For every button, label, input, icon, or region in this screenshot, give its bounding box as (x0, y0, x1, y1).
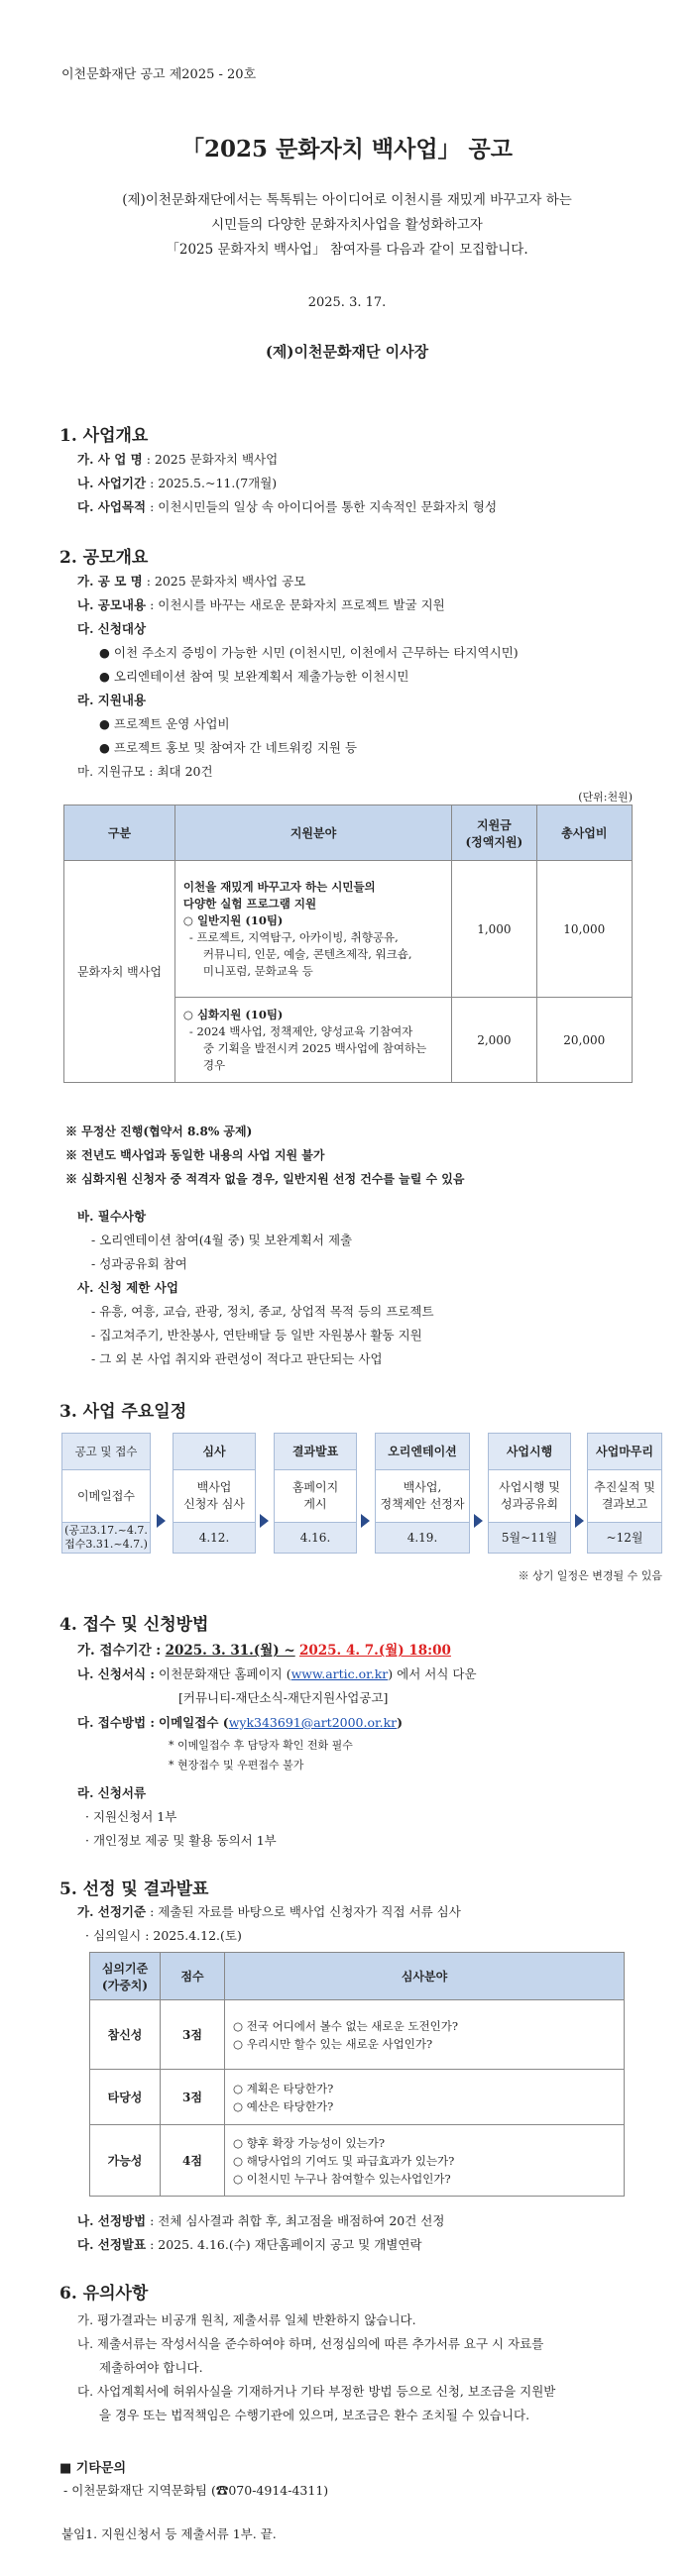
schedule-step (274, 1433, 357, 1554)
s2-c-bullet-2: ● 오리엔테이션 참여 및 보완계획서 제출가능한 이천시민 (99, 669, 409, 684)
step-2-mid-1: 백사업 (196, 1480, 232, 1494)
unit-label: (단위:천원) (578, 791, 633, 804)
contact-info: - 이천문화재단 지역문화팀 (☎070-4914-4311) (63, 2483, 329, 2498)
intro-line-1: (제)이천문화재단에서는 톡톡튀는 아이디어로 이천시를 재밌게 바꾸고자 하는 (122, 192, 572, 208)
th-criteria-1: 심의기준 (101, 1961, 149, 1976)
s5-item-a (77, 1902, 461, 1920)
caution-item-cont: 을 경우 또는 법적책임은 수행기관에 있으며, 보조금은 환수 조치될 수 있습니다. (99, 2408, 530, 2422)
section-4-title: 4. 접수 및 신청방법 (59, 1615, 209, 1635)
caution-list (77, 2308, 652, 2427)
step-4-title: 오리엔테이션 (375, 1433, 470, 1470)
s4-b-label: 나. 신청서식 : (77, 1666, 156, 1681)
section-1-title: 1. 사업개요 (59, 426, 149, 446)
criteria-table (89, 1952, 625, 2197)
step-1-date (61, 1523, 151, 1554)
step-3-mid-2: 게시 (303, 1497, 327, 1511)
criteria-name: 가능성 (90, 2125, 161, 2197)
th-amount (452, 805, 536, 861)
criteria-name: 참신성 (90, 2000, 161, 2070)
criteria-score: 3점 (161, 2000, 225, 2070)
step-6-date: ~12월 (587, 1523, 662, 1554)
s5-c-label: 다. 선정발표 (77, 2237, 147, 2252)
s4-c-label: 다. 접수방법 : (77, 1715, 156, 1730)
s4-d-item-1: · 지원신청서 1부 (85, 1809, 177, 1824)
s1-item-3 (77, 497, 497, 515)
r1-sub: ○ 일반지원 (10팀) (182, 912, 284, 927)
attachment-note: 붙임1. 지원신청서 등 제출서류 1부. 끝. (61, 2526, 277, 2541)
criteria-score: 3점 (161, 2070, 225, 2125)
row-category-label: 문화자치 백사업 (64, 861, 175, 1083)
notice-date: 2025. 3. 17. (307, 295, 387, 310)
schedule-step (375, 1433, 470, 1554)
th-review-field: 심사분야 (225, 1953, 625, 2000)
criteria-line: ○ 해당사업의 기여도 및 파급효과가 있는가? (233, 2153, 455, 2168)
s2-g-item-1: - 유흥, 여흥, 교습, 관광, 정치, 종교, 상업적 목적 등의 프로젝트 (91, 1304, 434, 1319)
s4-c-text-2: ) (397, 1715, 404, 1730)
s4-c-note-1: * 이메일접수 후 담당자 확인 전화 필수 (169, 1739, 353, 1752)
r1-line-1: - 프로젝트, 지역탐구, 아카이빙, 취향공유, (188, 929, 399, 944)
r2-amount: 2,000 (452, 998, 536, 1083)
s2-c-label: 다. 신청대상 (77, 621, 147, 636)
step-6-title: 사업마무리 (587, 1433, 662, 1470)
th-amount-1: 지원금 (476, 817, 512, 832)
s2-a-value: : 2025 문화자치 백사업 공모 (146, 574, 306, 589)
s4-item-c (77, 1713, 403, 1731)
th-amount-2: (정액지원) (465, 834, 523, 849)
s2-item-g (77, 1278, 178, 1296)
intro-text (0, 188, 694, 263)
step-4-date: 4.19. (375, 1523, 470, 1554)
s2-d-bullet-1-text: 프로젝트 운영 사업비 (113, 716, 230, 731)
note-3: ※ 심화지원 신청자 중 적격자 없을 경우, 일반지원 선정 건수를 늘릴 수 있음 (65, 1172, 465, 1186)
step-6-body (587, 1470, 662, 1523)
s2-g-item-3: - 그 외 본 사업 취지와 관련성이 적다고 판단되는 사업 (91, 1351, 383, 1366)
step-4-mid-2: 정책제안 선정자 (380, 1497, 465, 1511)
r2-sub: ○ 심화지원 (10팀) (182, 1007, 284, 1021)
r2-line-2: 중 기획을 발전시켜 2025 백사업에 참여하는 (202, 1040, 427, 1055)
criteria-line: ○ 계획은 타당한가? (233, 2081, 334, 2095)
schedule-step (587, 1433, 662, 1554)
s2-f-item-2: - 성과공유회 참여 (91, 1256, 187, 1271)
step-3-date: 4.16. (274, 1523, 357, 1554)
step-1-bot-1: (공고3.17.~4.7. (64, 1524, 148, 1537)
schedule-step (173, 1433, 256, 1554)
arrow-icon (157, 1514, 166, 1528)
arrow-icon (474, 1514, 483, 1528)
s2-a-label: 가. 공 모 명 (77, 574, 143, 589)
th-score: 점수 (161, 1953, 225, 2000)
criteria-line: ○ 이천시민 누구나 참여할수 있는사업인가? (233, 2171, 451, 2186)
criteria-line: ○ 예산은 타당한가? (233, 2098, 334, 2113)
s2-c-bullet-1-text: 이천 주소지 증빙이 가능한 시민 (이천시민, 이천에서 근무하는 타지역시민) (113, 645, 519, 660)
s2-item-b (77, 595, 445, 613)
step-1-title: 공고 및 접수 (61, 1433, 151, 1470)
s2-g-label: 사. 신청 제한 사업 (77, 1280, 178, 1295)
s2-g-item-2: - 집고쳐주기, 반찬봉사, 연탄배달 등 일반 자원봉사 활동 지원 (91, 1328, 422, 1342)
r1-head-1: 이천을 재밌게 바꾸고자 하는 시민들의 (182, 879, 376, 894)
criteria-line: ○ 전국 어디에서 볼수 없는 새로운 도전인가? (233, 2018, 458, 2033)
r2-total: 20,000 (536, 998, 632, 1083)
s2-f-item-1: - 오리엔테이션 참여(4월 중) 및 보완계획서 제출 (91, 1233, 353, 1247)
criteria-line: ○ 우리시만 할수 있는 새로운 사업인가? (233, 2036, 433, 2051)
s2-b-label: 나. 공모내용 (77, 597, 147, 612)
criteria-detail (225, 2000, 625, 2070)
arrow-icon (361, 1514, 370, 1528)
criteria-table-header (90, 1953, 625, 2000)
s2-d-bullet-2: ● 프로젝트 홍보 및 참여자 간 네트워킹 지원 등 (99, 740, 358, 755)
s1-item-3-value: : 이천시민들의 일상 속 아이디어를 통한 지속적인 문화자치 형성 (150, 499, 498, 514)
s4-c-note-2: * 현장접수 및 우편접수 불가 (169, 1759, 304, 1771)
s4-b-path: [커뮤니티-재단소식-재단지원사업공고] (178, 1690, 389, 1705)
s5-c-value: : 2025. 4.16.(수) 재단홈페이지 공고 및 개별연락 (150, 2237, 422, 2252)
s4-a-start: 2025. 3. 31.(월) ~ (165, 1643, 295, 1659)
email-link[interactable]: wyk343691@art2000.or.kr (228, 1715, 398, 1730)
criteria-detail (225, 2125, 625, 2197)
th-criteria-2: (가중치) (101, 1978, 149, 1992)
r2-line-3: 경우 (202, 1057, 226, 1072)
s2-item-c (77, 619, 146, 637)
s1-item-2 (77, 474, 277, 491)
homepage-link[interactable]: www.artic.or.kr (290, 1666, 389, 1681)
step-6-mid-2: 결과보고 (601, 1497, 648, 1511)
s4-item-d (77, 1783, 146, 1801)
section-3-title: 3. 사업 주요일정 (59, 1402, 187, 1422)
table-row (90, 2070, 625, 2125)
s2-item-e: 마. 지원규모 : 최대 20건 (77, 764, 213, 779)
step-5-title: 사업시행 (488, 1433, 571, 1470)
support-notes (65, 1120, 464, 1191)
s4-a-label: 가. 접수기간 : (77, 1643, 162, 1659)
note-2: ※ 전년도 백사업과 동일한 내용의 사업 지원 불가 (65, 1148, 325, 1162)
section-2-title: 2. 공모개요 (59, 548, 149, 568)
s4-b-text-1: 이천문화재단 홈페이지 ( (159, 1666, 291, 1681)
s2-b-value: : 이천시를 바꾸는 새로운 문화자치 프로젝트 발굴 지원 (150, 597, 445, 612)
s1-item-1-label: 가. 사 업 명 (77, 452, 143, 467)
caution-item-cont: 제출하여야 합니다. (99, 2360, 203, 2375)
step-1-bot-2: 접수3.31.~4.7.) (64, 1538, 148, 1551)
s2-c-bullet-1: ● 이천 주소지 증빙이 가능한 시민 (이천시민, 이천에서 근무하는 타지역시민) (99, 645, 519, 660)
step-1-mid-1: 이메일접수 (77, 1488, 135, 1503)
intro-line-2: 시민들의 다양한 문화자치사업을 활성화하고자 (211, 217, 483, 233)
r1-head-2: 다양한 실험 프로그램 지원 (182, 896, 317, 911)
s1-item-1 (77, 450, 278, 468)
table-row (90, 2125, 625, 2197)
support-table-header (64, 805, 633, 861)
table-row (90, 2000, 625, 2070)
s1-item-2-label: 나. 사업기간 (77, 476, 147, 490)
support-table (63, 805, 633, 1083)
r1-total: 10,000 (536, 861, 632, 998)
s5-b-label: 나. 선정방법 (77, 2213, 147, 2228)
advanced-support-cell (174, 998, 451, 1083)
step-5-mid-1: 사업시행 및 (499, 1480, 560, 1494)
notice-number: 이천문화재단 공고 제2025 - 20호 (61, 67, 257, 82)
criteria-detail (225, 2070, 625, 2125)
caution-item: 나. 제출서류는 작성서식을 준수하여야 하며, 선정심의에 따른 추가서류 요구 시 자료를 (77, 2336, 544, 2351)
step-2-body (173, 1470, 256, 1523)
contact-title: ■ 기타문의 (59, 2461, 127, 2476)
section-6-title: 6. 유의사항 (59, 2284, 149, 2304)
s2-d-bullet-2-text: 프로젝트 홍보 및 참여자 간 네트워킹 지원 등 (113, 740, 358, 755)
s2-item-d (77, 691, 146, 708)
s2-item-a (77, 572, 305, 590)
step-2-mid-2: 신청자 심사 (183, 1497, 245, 1511)
s2-c-bullet-2-text: 오리엔테이션 참여 및 보완계획서 제출가능한 이천시민 (113, 669, 409, 684)
page-title: 「2025 문화자치 백사업」 공고 (181, 136, 513, 162)
th-field: 지원분야 (174, 805, 451, 861)
s5-b-value: : 전체 심사결과 취합 후, 최고점을 배점하여 20건 선정 (150, 2213, 445, 2228)
s4-d-item-2: · 개인정보 제공 및 활용 동의서 1부 (85, 1833, 277, 1848)
criteria-name: 타당성 (90, 2070, 161, 2125)
step-2-title: 심사 (173, 1433, 256, 1470)
step-5-body (488, 1470, 571, 1523)
r1-line-2: 커뮤니티, 인문, 예술, 콘텐츠제작, 워크숍, (202, 946, 412, 961)
schedule-step (488, 1433, 571, 1554)
th-total: 총사업비 (536, 805, 632, 861)
step-5-date: 5월~11월 (488, 1523, 571, 1554)
s4-item-a (77, 1639, 451, 1659)
s4-a-end: 2025. 4. 7.(월) 18:00 (298, 1643, 451, 1659)
s4-b-text-2: ) 에서 서식 다운 (388, 1666, 477, 1681)
step-4-body (375, 1470, 470, 1523)
s5-a-label: 가. 선정기준 (77, 1904, 147, 1919)
th-criteria (90, 1953, 161, 2000)
s2-d-bullet-1: ● 프로젝트 운영 사업비 (99, 716, 230, 731)
intro-line-3: 「2025 문화자치 백사업」 참여자를 다음과 같이 모집합니다. (166, 242, 528, 258)
schedule-step (61, 1433, 151, 1554)
step-5-mid-2: 성과공유회 (501, 1497, 558, 1511)
r2-line-1: - 2024 백사업, 정책제안, 양성교육 기참여자 (188, 1023, 413, 1038)
step-3-body (274, 1470, 357, 1523)
s1-item-3-label: 다. 사업목적 (77, 499, 147, 514)
section-5-title: 5. 선정 및 결과발표 (59, 1879, 209, 1899)
s4-d-label: 라. 신청서류 (77, 1785, 147, 1800)
step-4-mid-1: 백사업, (403, 1480, 442, 1494)
s1-item-1-value: : 2025 문화자치 백사업 (146, 452, 279, 467)
step-3-mid-1: 홈페이지 (291, 1480, 339, 1494)
s5-a-value: : 제출된 자료를 바탕으로 백사업 신청자가 직접 서류 심사 (150, 1904, 461, 1919)
criteria-score: 4점 (161, 2125, 225, 2197)
s5-item-b (77, 2211, 444, 2229)
s2-item-f (77, 1207, 146, 1225)
s4-c-text-1: 이메일접수 ( (159, 1715, 229, 1730)
step-6-mid-1: 추진실적 및 (594, 1480, 655, 1494)
schedule-note: ※ 상기 일정은 변경될 수 있음 (518, 1569, 662, 1582)
criteria-line: ○ 향후 확장 가능성이 있는가? (233, 2135, 386, 2150)
s4-item-b (77, 1664, 477, 1682)
table-row (64, 861, 633, 998)
s2-f-label: 바. 필수사항 (77, 1209, 147, 1224)
s2-d-label: 라. 지원내용 (77, 693, 147, 707)
general-support-cell (174, 861, 451, 998)
step-1-body (61, 1470, 151, 1523)
caution-item: 다. 사업계획서에 허위사실을 기재하거나 기타 부정한 방법 등으로 신청, 보조금을 지원받 (77, 2384, 556, 2399)
r1-amount: 1,000 (452, 861, 536, 998)
issuer: (제)이천문화재단 이사장 (265, 343, 429, 361)
th-category: 구분 (64, 805, 175, 861)
s5-item-c (77, 2235, 422, 2253)
step-2-date: 4.12. (173, 1523, 256, 1554)
arrow-icon (575, 1514, 584, 1528)
arrow-icon (260, 1514, 269, 1528)
step-3-title: 결과발표 (274, 1433, 357, 1470)
r1-line-3: 미니포럼, 문화교육 등 (202, 963, 313, 978)
caution-item: 가. 평가결과는 비공개 원칙, 제출서류 일체 반환하지 않습니다. (77, 2312, 416, 2327)
note-1: ※ 무정산 진행(협약서 8.8% 공제) (65, 1125, 253, 1138)
s5-a-sub: · 심의일시 : 2025.4.12.(토) (85, 1928, 242, 1943)
s1-item-2-value: : 2025.5.~11.(7개월) (150, 476, 278, 490)
